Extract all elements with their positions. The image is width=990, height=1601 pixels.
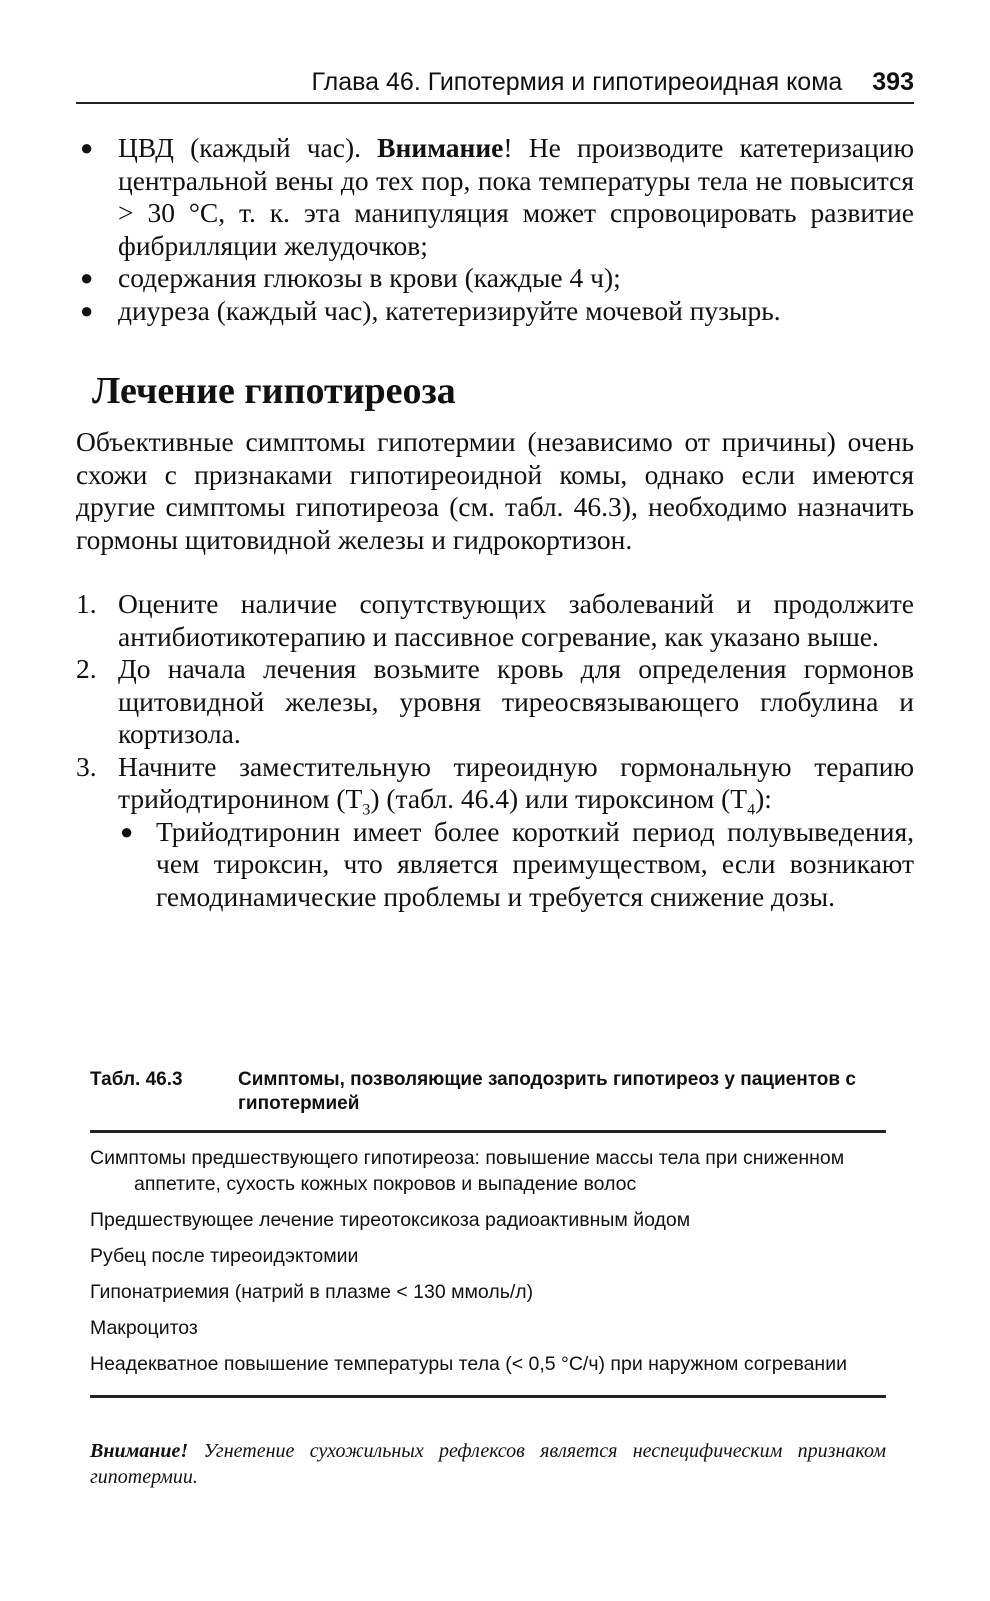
list-item: ● диуреза (каждый час), катетеризируйте мочевой пузырь. xyxy=(80,294,781,326)
table-bottom-rule xyxy=(90,1395,886,1398)
section-heading: Лечение гипотиреоза xyxy=(92,370,456,412)
sub-list xyxy=(118,816,914,914)
table-number: Табл. 46.3 xyxy=(90,1069,183,1090)
list-item: ● содержания глюкозы в крови (каждые 4 ч); xyxy=(80,262,621,293)
bullet-icon: ● xyxy=(120,818,134,844)
note-label: Внимание! xyxy=(90,1440,189,1462)
table-row: Неадекватное повышение температуры тела (< 0,5 °С/ч) при наружном согревании xyxy=(90,1353,847,1375)
list-item: ● ЦВД (каждый час). Внимание! Не производите катетеризацию центральной вены до тех пор, пока температуры тела не повысится > 30 °С, т. к. эта манипуляция может спровоцировать развитие фибрилляции желудочков; xyxy=(80,132,914,261)
step-item: 2. До начала лечения возьмите кровь для определения гормонов щитовидной железы, уровня тиреосвязывающего глобулина и кортизола. xyxy=(76,653,914,749)
bullet-icon: ● xyxy=(80,265,94,290)
table-body xyxy=(90,1133,886,1395)
bullet-icon: ● xyxy=(80,135,94,160)
step-number: 3. xyxy=(76,750,97,782)
step-item: 1. Оцените наличие сопутствующих заболеваний и продолжите антибиотикотерапию и пассивное согревание, как указано выше. xyxy=(76,588,914,652)
monitoring-list xyxy=(76,132,914,327)
warning-note xyxy=(90,1438,886,1490)
table-row: Рубец после тиреоидэктомии xyxy=(90,1245,359,1267)
chapter-title: Глава 46. Гипотермия и гипотиреоидная кома xyxy=(311,67,843,96)
page-number: 393 xyxy=(872,67,914,96)
running-header xyxy=(76,62,914,104)
step-number: 2. xyxy=(76,653,97,684)
bullet-icon: ● xyxy=(80,297,94,323)
sub-list-item: ● Трийодтиронин имеет более короткий период полувыведения, чем тироксин, что является преимуществом, если возникают гемодинамические проблемы и требуется снижение дозы. xyxy=(120,815,914,912)
note-text: Угнетение сухожильных рефлексов является неспецифическим признаком гипотермии. xyxy=(90,1440,886,1488)
table-row: Симптомы предшествующего гипотиреоза: повышение массы тела при сниженном аппетите, сухость кожных покровов и выпадение волос xyxy=(90,1147,845,1195)
table-row: Макроцитоз xyxy=(90,1317,198,1339)
table-caption xyxy=(90,1068,886,1116)
symptoms-table xyxy=(90,1068,886,1398)
table-title: Симптомы, позволяющие заподозрить гипотиреоз у пациентов с гипотермией xyxy=(238,1069,856,1114)
step-item: 3. Начните заместительную тиреоидную гормональную терапию трийодтиронином $(Т_3)$ (табл. 46.4) или тироксином $(Т_4)$: ● Трийодтиронин имеет более короткий период полувыведения, чем тироксин, что является преимуществом, если возникают гемодинамические проблемы и требуется снижение дозы. xyxy=(76,750,914,912)
step-number: 1. xyxy=(76,588,97,619)
table-row: Предшествующее лечение тиреотоксикоза радиоактивным йодом xyxy=(90,1209,691,1231)
intro-paragraph: Объективные симптомы гипотермии (независимо от причины) очень схожи с признаками гипотиреоидной комы, однако если имеются другие симптомы гипотиреоза (см. табл. 46.3), необходимо назначить гормоны щитовидной железы и гидрокортизон. xyxy=(76,426,914,555)
warning-label: Внимание xyxy=(377,132,504,163)
table-row: Гипонатриемия (натрий в плазме < 130 ммоль/л) xyxy=(90,1281,534,1303)
treatment-steps xyxy=(76,588,914,913)
